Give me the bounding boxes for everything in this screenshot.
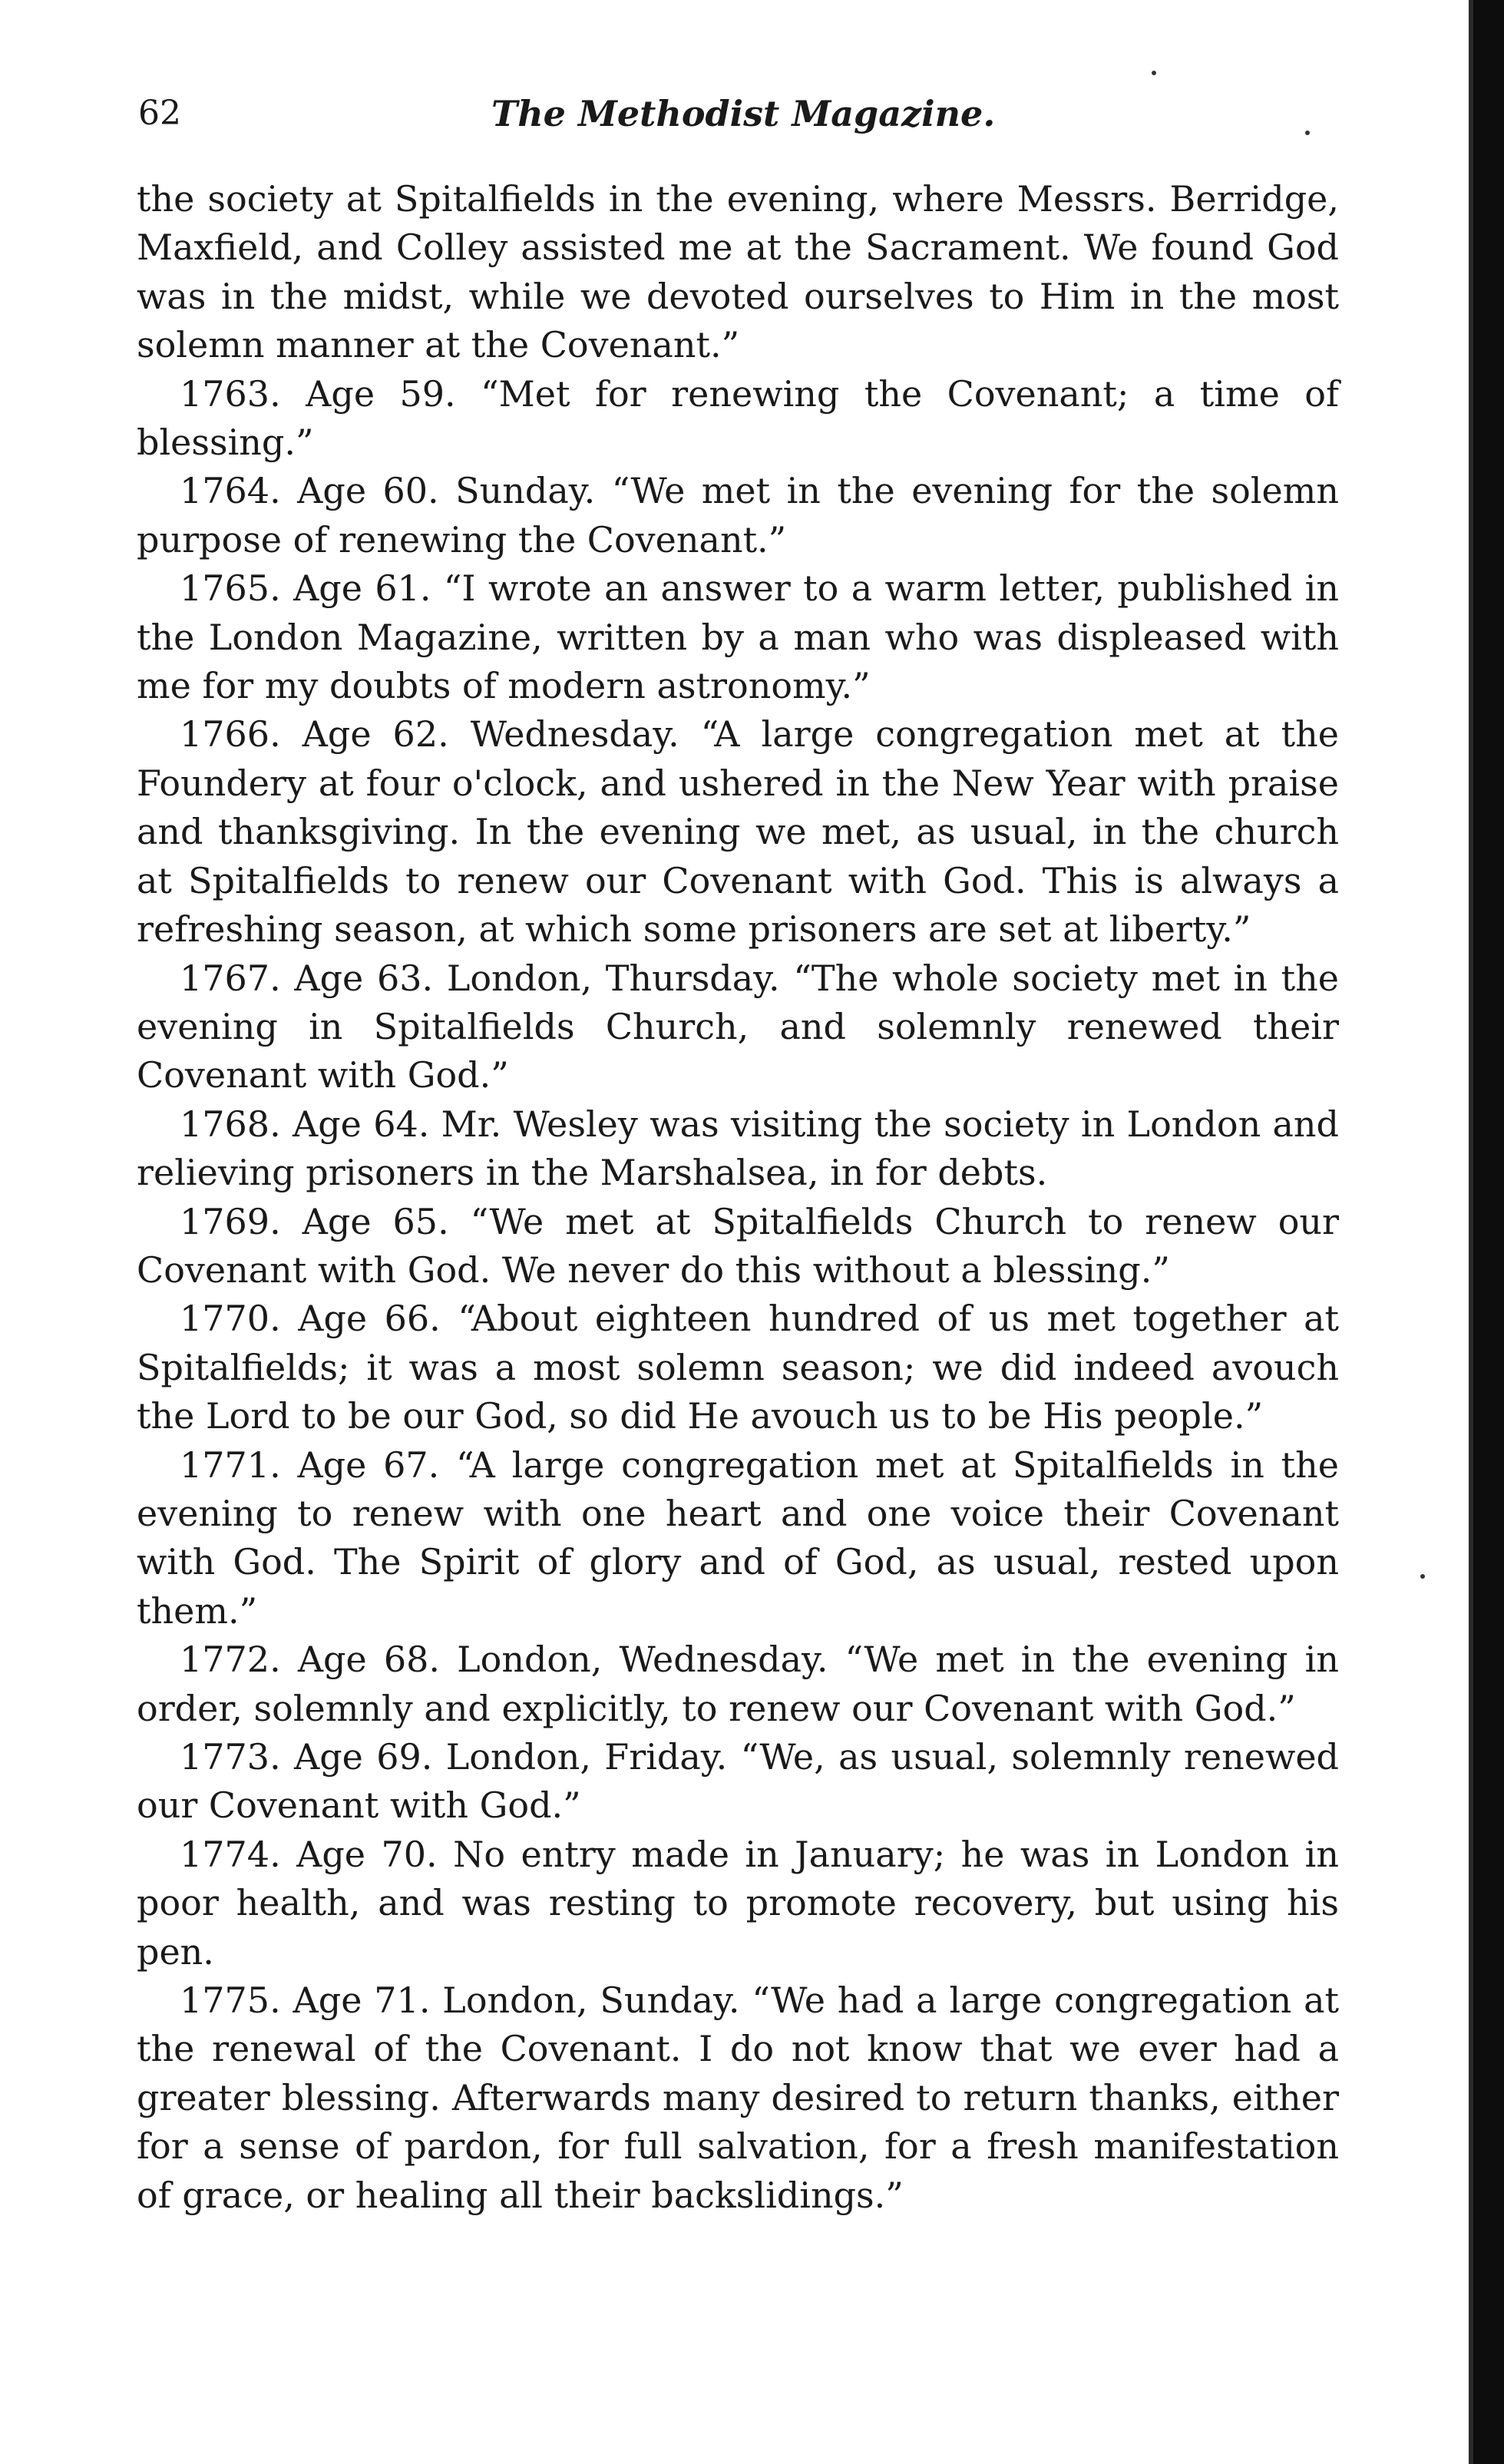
entry-1772: 1772. Age 68. London, Wednesday. “We met in the evening in order, solemnly and explicitly, to renew our Covenant with God.” — [137, 1639, 1339, 1729]
entry-1769: 1769. Age 65. “We met at Spitalfields Church to renew our Covenant with God. We never do this without a blessing.” — [137, 1200, 1339, 1291]
entry-1765: 1765. Age 61. “I wrote an answer to a warm letter, published in the London Magazine, written by a man who was displeased with me for my doubts of modern astronomy.” — [137, 567, 1339, 707]
body-text — [137, 175, 1339, 2220]
entry-1773: 1773. Age 69. London, Friday. “We, as usual, solemnly renewed our Covenant with God.” — [137, 1736, 1339, 1827]
scan-speck — [1305, 131, 1310, 135]
scan-binding-edge — [1469, 0, 1504, 2464]
entry-1768: 1768. Age 64. Mr. Wesley was visiting the society in London and relieving prisoners in the Marshalsea, in for debts. — [137, 1103, 1339, 1194]
entry-1763: 1763. Age 59. “Met for renewing the Covenant; a time of blessing.” — [137, 372, 1339, 464]
entry-1774: 1774. Age 70. No entry made in January; he was in London in poor health, and was resting to promote recovery, but using his pen. — [137, 1833, 1339, 1973]
entry-1764: 1764. Age 60. Sunday. “We met in the evening for the solemn purpose of renewing the Covenant.” — [137, 470, 1339, 561]
entry-1770: 1770. Age 66. “About eighteen hundred of us met together at Spitalfields; it was a most solemn season; we did indeed avouch the Lord to be our God, so did He avouch us to be His people.” — [137, 1298, 1339, 1437]
entry-1771: 1771. Age 67. “A large congregation met at Spitalfields in the evening to renew with one heart and one voice their Covenant with God. The Spirit of glory and of God, as usual, rested upon them.” — [137, 1444, 1339, 1632]
paragraph-continuation: the society at Spitalfields in the evening, where Messrs. Berridge, Maxfield, and Colley assisted me at the Sacrament. We found God was in the midst, while we devoted ourselves to Him in the most solemn manner at the Covenant.” — [137, 178, 1339, 366]
page-number: 62 — [138, 94, 181, 133]
scan-speck — [1152, 71, 1156, 75]
running-title: The Methodist Magazine. — [491, 93, 996, 134]
entry-1766: 1766. Age 62. Wednesday. “A large congregation met at the Foundery at four o'clock, and ushered in the New Year with praise and thanksgiving. In the evening we met, as usual, in the church at Spitalfields to renew our Covenant with God. This is always a refreshing season, at which some prisoners are set at liberty.” — [137, 713, 1339, 951]
page-header — [138, 91, 1336, 152]
entry-1767: 1767. Age 63. London, Thursday. “The whole society met in the evening in Spitalfields Church, and solemnly renewed their Covenant with God.” — [137, 957, 1339, 1096]
scan-speck — [1420, 1574, 1425, 1579]
entry-1775: 1775. Age 71. London, Sunday. “We had a large congregation at the renewal of the Covenant. I do not know that we ever had a greater blessing. Afterwards many desired to return thanks, either for a sense of pardon, for full salvation, for a fresh manifestation of grace, or healing all their backslidings.” — [137, 1979, 1339, 2216]
